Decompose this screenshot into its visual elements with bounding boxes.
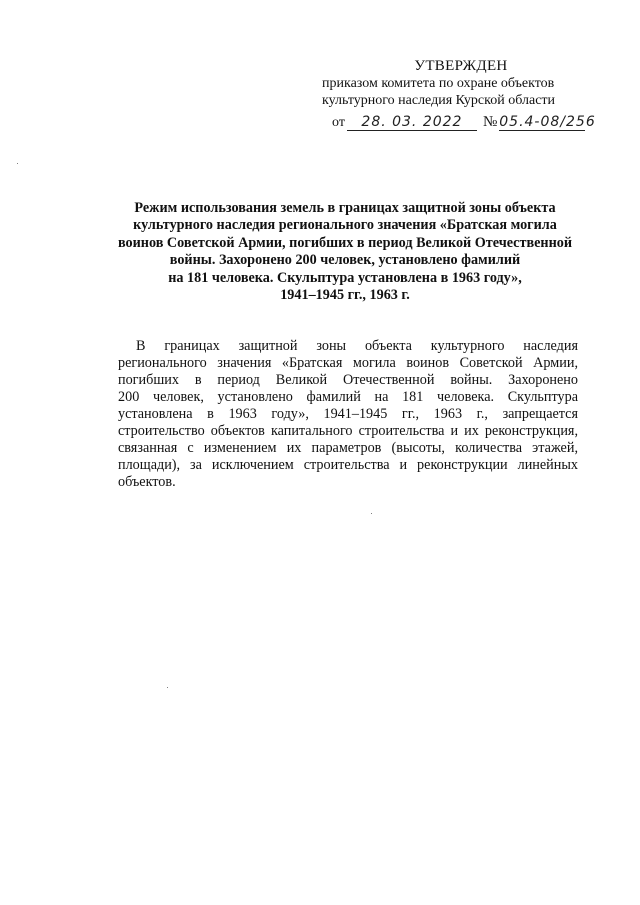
scan-speck bbox=[167, 687, 168, 688]
scan-speck bbox=[17, 163, 18, 164]
body-line: строительство объектов капитального строительства и их реконструкция, bbox=[118, 423, 578, 439]
handwritten-date: 28. 03. 2022 bbox=[347, 114, 477, 131]
body-line: В границах защитной зоны объекта культурного наследия bbox=[136, 338, 578, 354]
approval-stamp-block bbox=[318, 58, 618, 131]
body-line: регионального значения «Братская могила воинов Советской Армии, bbox=[118, 355, 578, 371]
handwritten-order-number: 05.4-08/256 bbox=[499, 114, 596, 130]
title-line: 1941–1945 гг., 1963 г. bbox=[280, 287, 410, 304]
body-line: площади), за исключением строительства и реконструкции линейных bbox=[118, 457, 578, 473]
body-line: связанная с изменением их параметров (высоты, количества этажей, bbox=[118, 440, 578, 456]
body-line: объектов. bbox=[118, 474, 176, 490]
document-title bbox=[80, 200, 610, 304]
date-prefix: от bbox=[332, 115, 345, 130]
body-line: установлена в 1963 году», 1941–1945 гг., 1963 г., запрещается bbox=[118, 406, 578, 422]
approved-heading: УТВЕРЖДЕН bbox=[414, 58, 508, 74]
body-line: 200 человек, установлено фамилий на 181 человека. Скульптура bbox=[118, 389, 578, 405]
scan-speck bbox=[371, 513, 372, 514]
title-line: Режим использования земель в границах защитной зоны объекта bbox=[134, 200, 556, 216]
body-paragraph bbox=[118, 338, 578, 491]
title-line: воинов Советской Армии, погибших в период Великой Отечественной bbox=[117, 234, 573, 251]
approval-date-number-line bbox=[318, 111, 618, 131]
approval-order-line-1: приказом комитета по охране объектов bbox=[322, 76, 555, 91]
title-line: на 181 человека. Скульптура установлена в 1963 году», bbox=[168, 269, 522, 286]
approval-order-line-2: культурного наследия Курской области bbox=[322, 93, 556, 108]
number-label: № bbox=[482, 114, 498, 130]
title-line: культурного наследия регионального значения «Братская могила bbox=[133, 217, 557, 234]
body-line: погибших в период Великой Отечественной войны. Захоронено bbox=[118, 372, 578, 388]
title-line: войны. Захоронено 200 человек, установлено фамилий bbox=[169, 252, 521, 269]
